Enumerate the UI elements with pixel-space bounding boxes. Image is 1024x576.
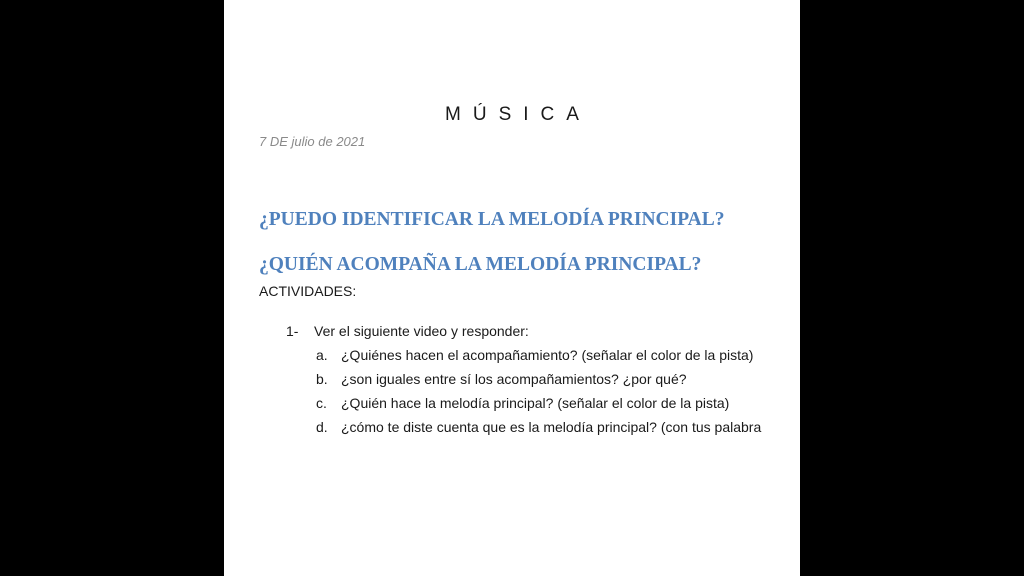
sub-marker: d. xyxy=(316,419,328,435)
heading-identify-melody: ¿PUEDO IDENTIFICAR LA MELODÍA PRINCIPAL? xyxy=(259,209,725,230)
sub-item-a xyxy=(316,343,776,367)
sub-marker: a. xyxy=(316,347,328,363)
document-page xyxy=(224,0,800,576)
document-date: 7 DE julio de 2021 xyxy=(259,134,366,149)
sub-list xyxy=(316,343,776,439)
sub-item-d xyxy=(316,415,776,439)
document-title: MÚSICA xyxy=(445,104,591,125)
page-cutoff xyxy=(224,518,800,576)
sub-marker: b. xyxy=(316,371,328,387)
sub-item-text: ¿cómo te diste cuenta que es la melodía principal? (con tus palabra xyxy=(341,419,762,435)
sub-item-text: ¿Quién hace la melodía principal? (señalar el color de la pista) xyxy=(341,395,730,411)
list-marker: 1- xyxy=(286,323,299,339)
sub-item-b xyxy=(316,367,776,391)
sub-item-text: ¿son iguales entre sí los acompañamientos? ¿por qué? xyxy=(341,371,687,387)
sub-marker: c. xyxy=(316,395,327,411)
activities-label: ACTIVIDADES: xyxy=(259,283,357,299)
list-item-text: Ver el siguiente video y responder: xyxy=(314,323,529,339)
sub-item-c xyxy=(316,391,776,415)
sub-item-text: ¿Quiénes hacen el acompañamiento? (señalar el color de la pista) xyxy=(341,347,754,363)
heading-who-accompanies: ¿QUIÉN ACOMPAÑA LA MELODÍA PRINCIPAL? xyxy=(259,254,702,275)
